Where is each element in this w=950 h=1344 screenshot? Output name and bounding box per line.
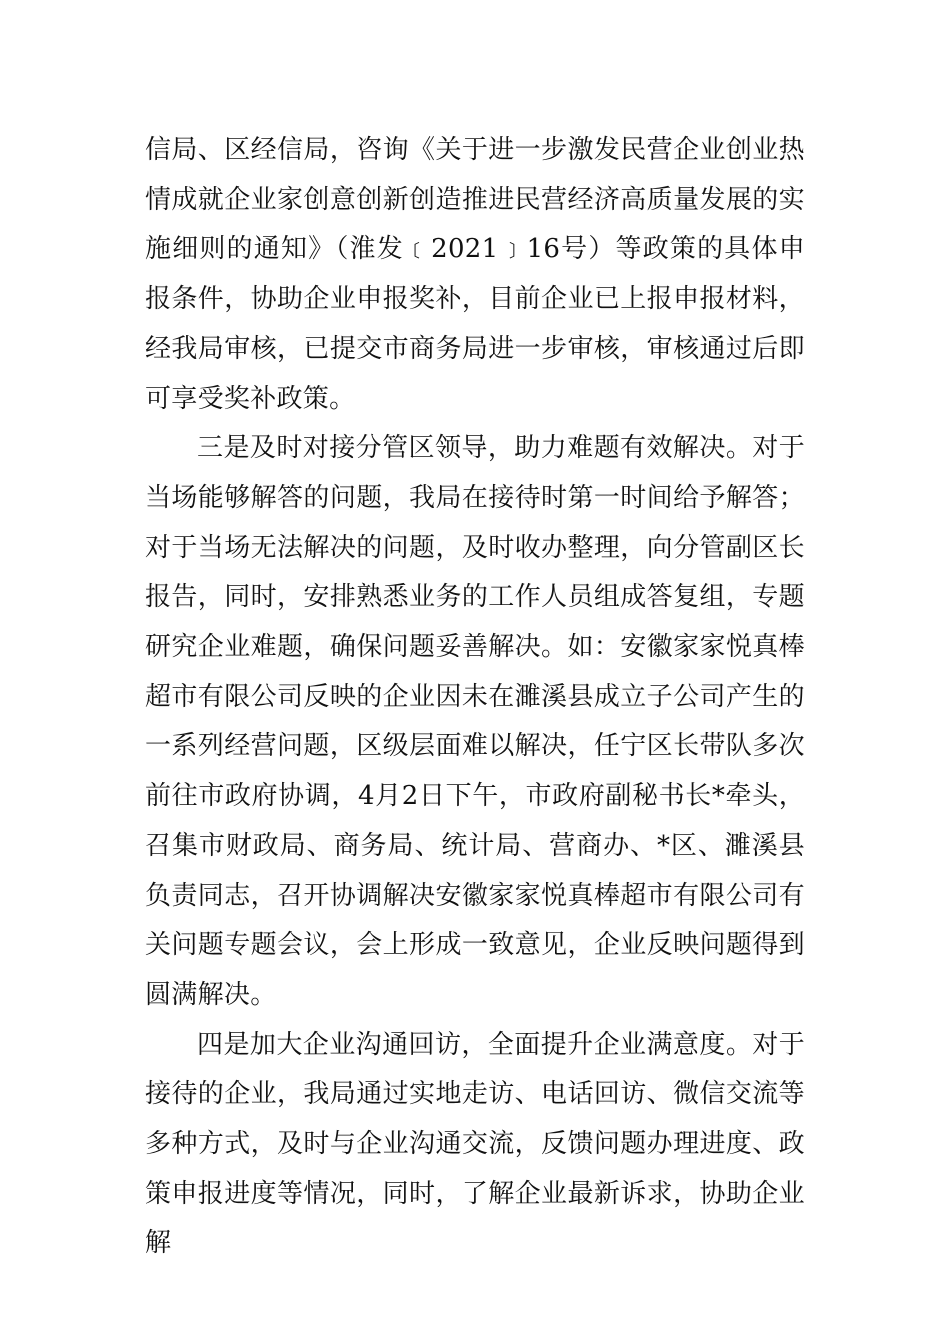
paragraph-continuation: 信局、区经信局，咨询《关于进一步激发民营企业创业热情成就企业家创意创新创造推进民营经济高质量发展的实施细则的通知》（淮发﹝2021﹞16号）等政策的具体申报条件，协助企业申报奖补，目前企业已上报申报材料，经我局审核，已提交市商务局进一步审核，审核通过后即可享受奖补政策。 [145,135,805,414]
document-body [145,126,805,1269]
paragraph-three: 三是及时对接分管区领导，助力难题有效解决。对于当场能够解答的问题，我局在接待时第一时间给予解答；对于当场无法解决的问题，及时收办整理，向分管副区长报告，同时，安排熟悉业务的工作人员组成答复组，专题研究企业难题，确保问题妥善解决。如：安徽家家悦真棒超市有限公司反映的企业因未在濉溪县成立子公司产生的一系列经营问题，区级层面难以解决，任宁区长带队多次前往市政府协调，4月2日下午，市政府副秘书长*牵头，召集市财政局、商务局、统计局、营商办、*区、濉溪县负责同志，召开协调解决安徽家家悦真棒超市有限公司有关问题专题会议，会上形成一致意见，企业反映问题得到圆满解决。 [145,433,805,1010]
paragraph-four: 四是加大企业沟通回访，全面提升企业满意度。对于接待的企业，我局通过实地走访、电话回访、微信交流等多种方式，及时与企业沟通交流，反馈问题办理进度、政策申报进度等情况，同时，了解企业最新诉求，协助企业解 [145,1029,805,1259]
